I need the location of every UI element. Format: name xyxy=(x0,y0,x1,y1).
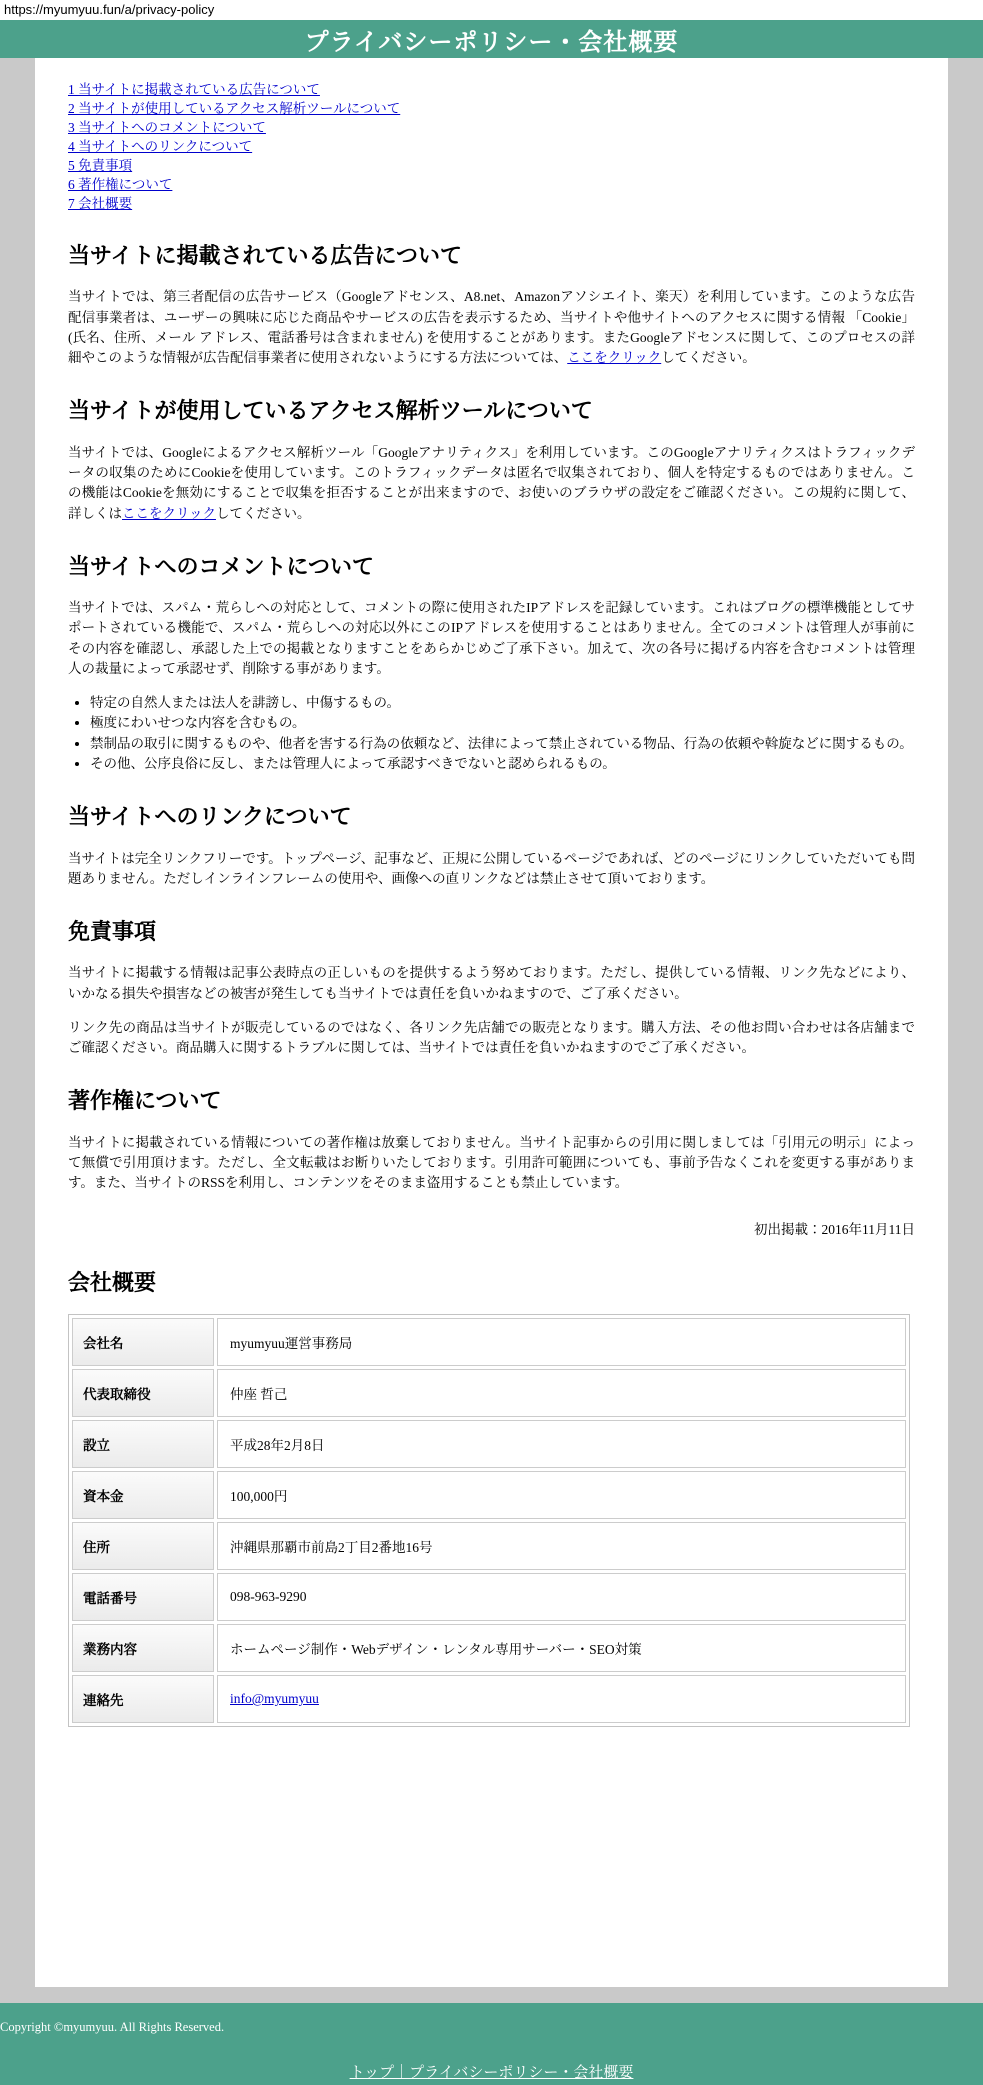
toc-line xyxy=(68,175,915,194)
footer-nav-link[interactable]: トップ｜プライバシーポリシー・会社概要 xyxy=(349,2064,634,2081)
ceo-label: 代表取締役 xyxy=(72,1369,214,1417)
section-analytics xyxy=(68,398,915,523)
contact-value-cell xyxy=(217,1675,906,1723)
contact-label: 連絡先 xyxy=(72,1675,214,1723)
business-value: ホームページ制作・Webデザイン・レンタル専用サーバー・SEO対策 xyxy=(217,1624,906,1672)
section-analytics-paragraph xyxy=(68,443,915,524)
ceo-value: 仲座 哲己 xyxy=(217,1369,906,1417)
analytics-click-here-link[interactable]: ここをクリック xyxy=(122,505,216,521)
section-comments-heading: 当サイトへのコメントについて xyxy=(68,553,375,579)
toc-line xyxy=(68,80,915,99)
first-published-date: 初出掲載：2016年11月11日 xyxy=(754,1221,915,1237)
address-label: 住所 xyxy=(72,1522,214,1570)
phone-label: 電話番号 xyxy=(72,1573,214,1621)
section-disclaimer-paragraph-2: リンク先の商品は当サイトが販売しているのではなく、各リンク先店舗での販売となります。購入方法、その他お問い合わせは各店舗までご確認ください。商品購入に関するトラブルに関しては、当サイトでは責任を負いかねますのでご了承ください。 xyxy=(68,1019,915,1056)
table-of-contents xyxy=(68,80,915,213)
site-footer xyxy=(0,2003,983,2085)
section-company xyxy=(68,1270,915,1727)
section-links-paragraph: 当サイトは完全リンクフリーです。トップページ、記事など、正規に公開しているページであれば、どのページにリンクしていただいても問題ありません。ただしインラインフレームの使用や、画像への直リンクなどは禁止させて頂いております。 xyxy=(68,850,915,886)
section-ads-heading: 当サイトに掲載されている広告について xyxy=(68,243,463,268)
section-copyright-heading: 著作権について xyxy=(68,1088,222,1114)
section-comments-paragraph: 当サイトでは、スパム・荒らしへの対応として、コメントの際に使用されたIPアドレスを記録しています。これはブログの標準機能としてサポートされている機能で、スパム・荒らしへの対応以外にこのIPアドレスを使用することはありません。全てのコメントは管理人が事前にその内容を確認し、承認した上での掲載となりますことをあらかじめご了承下さい。加えて、次の各号に掲げる内容を含むコメントは管理人の裁量によって承認せず、削除する事があります。 xyxy=(68,600,915,676)
table-row xyxy=(72,1573,906,1621)
section-copyright-paragraph: 当サイトに掲載されている情報についての著作権は放棄しておりません。当サイト記事からの引用に関しましては「引用元の明示」によって無償で引用頂けます。ただし、全文転載はお断りいたしております。引用許可範囲についても、事前予告なくこれを変更する事があります。また、当サイトのRSSを利用し、コンテンツをそのまま盗用することも禁止しています。 xyxy=(68,1134,915,1191)
list-item: • 特定の自然人または法人を誹謗し、中傷するもの。 xyxy=(90,693,915,713)
footer-copyright-text: Copyright ©myumyuu. All Rights Reserved. xyxy=(0,2020,225,2034)
toc-link-ads[interactable]: 1 当サイトに掲載されている広告について xyxy=(68,82,320,97)
company-name-value: myumyuu運営事務局 xyxy=(217,1318,906,1366)
toc-link-comments[interactable]: 3 当サイトへのコメントについて xyxy=(68,120,266,135)
toc-link-analytics[interactable]: 2 当サイトが使用しているアクセス解析ツールについて xyxy=(68,101,401,116)
section-ads-text-after: してください。 xyxy=(661,350,756,366)
toc-link-disclaimer[interactable]: 5 免責事項 xyxy=(68,158,133,173)
toc-line xyxy=(68,156,915,175)
founded-label: 設立 xyxy=(72,1420,214,1468)
company-name-label: 会社名 xyxy=(72,1318,214,1366)
section-company-heading: 会社概要 xyxy=(68,1269,157,1295)
toc-link-links[interactable]: 4 当サイトへのリンクについて xyxy=(68,139,253,154)
content-card xyxy=(35,58,948,1987)
toc-line xyxy=(68,99,915,118)
section-disclaimer-heading: 免責事項 xyxy=(68,919,157,945)
toc-line xyxy=(68,137,915,156)
section-analytics-text: 当サイトでは、Googleによるアクセス解析ツール「Googleアナリティクス」を利用しています。このGoogleアナリティクスはトラフィックデータの収集のためにCookieを使用しています。このトラフィックデータは匿名で収集されており、個人を特定するものではありません。この機能はCookieを無効にすることで収集を拒否することが出来ますので、お使いのブラウザの設定をご確認ください。この規約に関して、詳しくは xyxy=(68,444,915,521)
contact-email-link[interactable]: info@myumyuu xyxy=(230,1691,319,1707)
table-row xyxy=(72,1369,906,1417)
section-disclaimer-paragraph-1: 当サイトに掲載する情報は記事公表時点の正しいものを提供するよう努めております。ただし、提供している情報、リンク先などにより、いかなる損失や損害などの被害が発生しても当サイトでは責任を負いかねますので、ご了承ください。 xyxy=(68,965,915,1001)
capital-label: 資本金 xyxy=(72,1471,214,1519)
section-copyright xyxy=(68,1088,915,1239)
section-analytics-text-after: してください。 xyxy=(215,505,311,521)
table-row xyxy=(72,1624,906,1672)
section-links-heading: 当サイトへのリンクについて xyxy=(68,804,352,830)
toc-link-copyright[interactable]: 6 著作権について xyxy=(68,177,173,192)
business-label: 業務内容 xyxy=(72,1624,214,1672)
table-row xyxy=(72,1522,906,1570)
ads-click-here-link[interactable]: ここをクリック xyxy=(567,350,662,366)
address-url-text: https://myumyuu.fun/a/privacy-policy xyxy=(0,0,983,20)
section-links xyxy=(68,804,915,889)
footer-nav xyxy=(0,2061,983,2082)
table-row xyxy=(72,1420,906,1468)
section-ads-text: 当サイトでは、第三者配信の広告サービス（Googleアドセンス、A8.net、Amazonアソシエイト、楽天）を利用しています。このような広告配信事業者は、ユーザーの興味に応じた商品やサービスの広告を表示するため、当サイトや他サイトへのアクセスに関する情報 「Cookie」(氏名、住所、メール アドレス、電話番号は含まれません) を使用することがあります。またGoogleアドセンスに関して、このプロセスの詳細やこのような情報が広告配信事業者に使用されないようにする方法については、 xyxy=(68,289,915,366)
table-row xyxy=(72,1471,906,1519)
list-item: • その他、公序良俗に反し、または管理人によって承認すべきでないと認められるもの。 xyxy=(90,754,915,774)
list-item: • 禁制品の取引に関するものや、他者を害する行為の依頼など、法律によって禁止されている物品、行為の依頼や斡旋などに関するもの。 xyxy=(90,734,915,754)
table-row xyxy=(72,1675,906,1723)
capital-value: 100,000円 xyxy=(217,1471,906,1519)
section-disclaimer xyxy=(68,919,915,1058)
comment-policy-list xyxy=(68,693,915,774)
section-comments xyxy=(68,554,915,774)
address-value: 沖縄県那覇市前島2丁目2番地16号 xyxy=(217,1522,906,1570)
section-analytics-heading: 当サイトが使用しているアクセス解析ツールについて xyxy=(68,398,593,424)
company-info-table xyxy=(68,1314,910,1727)
page-header-banner xyxy=(0,20,983,58)
section-ads xyxy=(68,243,915,368)
founded-value: 平成28年2月8日 xyxy=(217,1420,906,1468)
toc-link-company[interactable]: 7 会社概要 xyxy=(68,196,133,211)
toc-line xyxy=(68,118,915,137)
toc-line xyxy=(68,194,915,213)
phone-value: 098-963-9290 xyxy=(217,1573,906,1621)
list-item: • 極度にわいせつな内容を含むもの。 xyxy=(90,713,915,733)
page-title: プライバシーポリシー・会社概要 xyxy=(304,28,679,56)
section-ads-paragraph xyxy=(68,287,915,368)
table-row xyxy=(72,1318,906,1366)
